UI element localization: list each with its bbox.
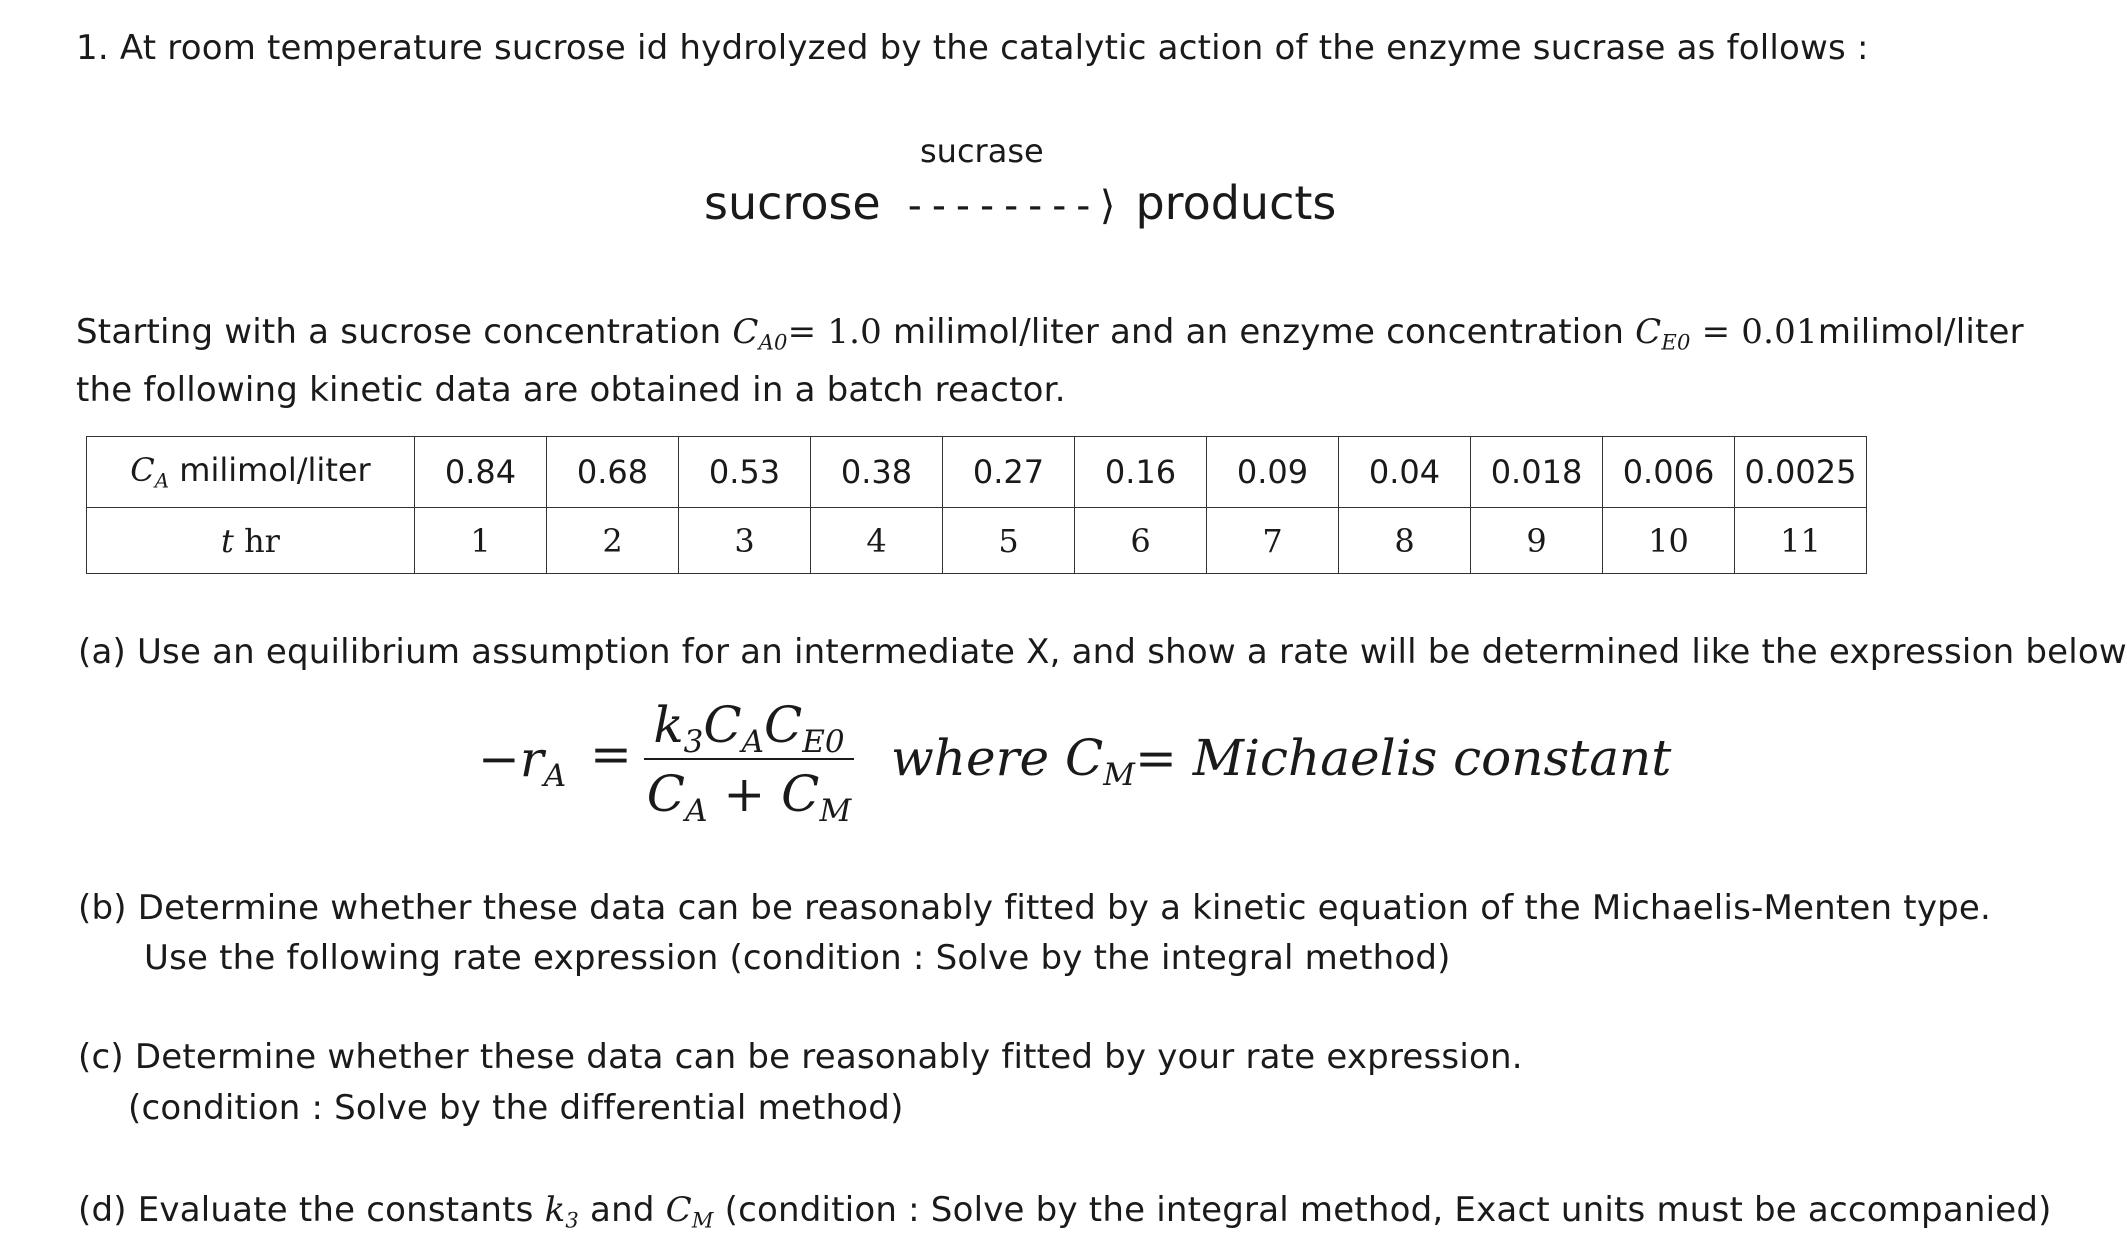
table-cell-t: 7 [1207,508,1339,574]
intro-text-1: Starting with a sucrose concentration [76,312,722,352]
table-cell-ca: 0.04 [1339,437,1471,508]
equation-numerator: $k_3C_AC_{E0}$ [653,696,845,760]
intro-line-2: the following kinetic data are obtained in a batch reactor. [76,370,1066,410]
table-cell-t: 2 [547,508,679,574]
reaction-enzyme-label: sucrase [920,132,1044,170]
reaction-reactant: sucrose [704,176,881,230]
reaction-arrow-icon: --------⟩ [902,183,1120,229]
problem-text: At room temperature sucrose id hydrolyzed by the catalytic action of the enzyme sucrase as follows : [119,28,1869,68]
table-cell-ca: 0.84 [415,437,547,508]
table-cell-ca: 0.16 [1075,437,1207,508]
table-header-concentration: $C_A$ milimol/liter [87,437,415,508]
table-cell-ca: 0.68 [547,437,679,508]
table-cell-ca: 0.018 [1471,437,1603,508]
table-cell-t: 5 [943,508,1075,574]
table-cell-ca: 0.53 [679,437,811,508]
equation-where-clause: where $C_M=$ Michaelis constant [891,729,1672,793]
reaction-equation [704,176,1336,230]
part-a-text: (a) Use an equilibrium assumption for an intermediate X, and show a rate will be determined like the expression below [78,632,2127,672]
table-row-concentration [87,437,1867,508]
ca0-value: = 1.0 [787,312,882,352]
part-d-text: (d) Evaluate the constants $k_3$ and $C_M$ (condition : Solve by the integral method, Exact units must be accompanied) [78,1190,2052,1233]
table-cell-t: 8 [1339,508,1471,574]
table-header-time: t hr [87,508,415,574]
problem-statement [76,28,1869,68]
table-cell-ca: 0.38 [811,437,943,508]
table-cell-t: 3 [679,508,811,574]
intro-text-2: milimol/liter and an enzyme concentration [893,312,1625,352]
table-cell-t: 11 [1735,508,1867,574]
equation-denominator: $C_A + C_M$ [646,765,852,829]
intro-line-1 [76,312,2024,355]
part-c-condition: (condition : Solve by the differential method) [128,1088,904,1128]
intro-text-3: milimol/liter [1817,312,2024,352]
kinetic-data-table [86,436,1867,574]
ce0-symbol: $C_{E0}$ [1635,312,1691,355]
part-b-condition: Use the following rate expression (condition : Solve by the integral method) [144,938,1451,978]
part-c-text: (c) Determine whether these data can be reasonably fitted by your rate expression. [78,1037,1523,1077]
table-cell-t: 6 [1075,508,1207,574]
table-cell-t: 9 [1471,508,1603,574]
reaction-product: products [1135,176,1337,230]
table-cell-ca: 0.27 [943,437,1075,508]
ce0-value: = 0.01 [1701,312,1818,352]
cm-symbol: $C_M$ [665,1190,714,1233]
table-cell-t: 10 [1603,508,1735,574]
equation-fraction [644,695,854,829]
table-cell-t: 4 [811,508,943,574]
k3-symbol: $k_3$ [544,1190,580,1233]
table-cell-ca: 0.006 [1603,437,1735,508]
table-cell-ca: 0.0025 [1735,437,1867,508]
table-row-time [87,508,1867,574]
table-cell-ca: 0.09 [1207,437,1339,508]
ca0-symbol: $C_{A0}$ [732,312,788,355]
problem-number: 1. [76,28,109,68]
table-cell-t: 1 [415,508,547,574]
equation-equals: = [590,725,632,783]
part-b-text: (b) Determine whether these data can be reasonably fitted by a kinetic equation of the Michaelis-Menten type. [78,888,1992,928]
equation-lhs: $-r_A$ [478,730,567,794]
